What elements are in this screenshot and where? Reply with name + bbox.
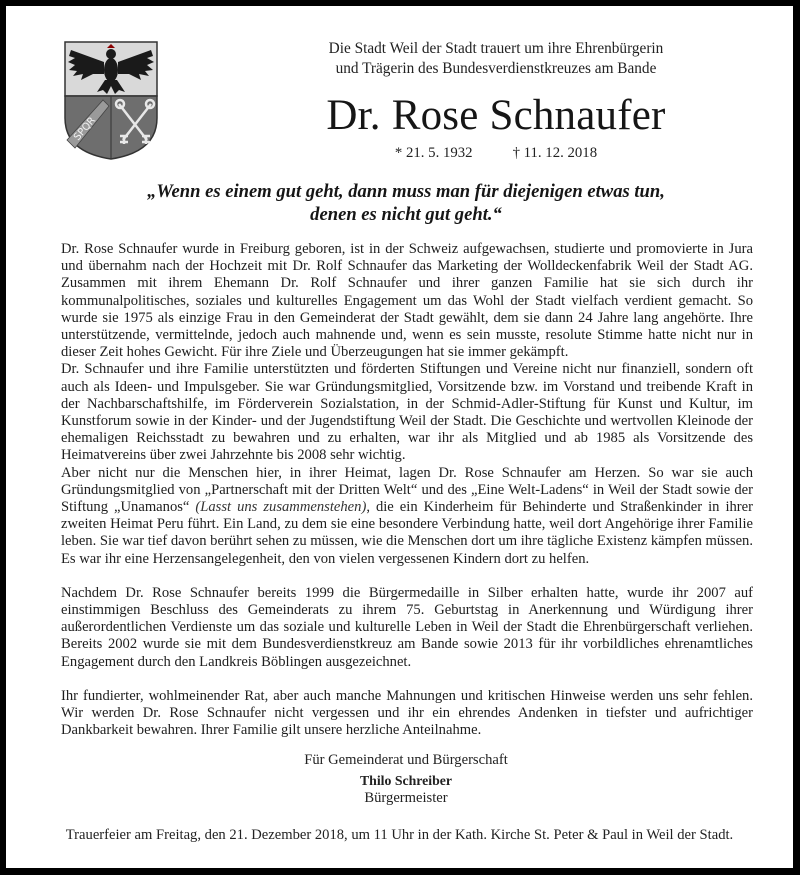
life-dates [266, 143, 726, 163]
deceased-name: Dr. Rose Schnaufer [326, 92, 666, 139]
paragraph-third-world [61, 465, 753, 568]
funeral-notice: Trauerfeier am Freitag, den 21. Dezember 2018, um 11 Uhr in der Kath. Kirche St. Peter & Paul in Weil der Stadt. [65, 827, 734, 843]
svg-text:SPQR: SPQR [71, 115, 99, 143]
intro-line-1: Die Stadt Weil der Stadt trauert um ihre Ehrenbürgerin [328, 40, 664, 57]
quote-line-1: „Wenn es einem gut geht, dann muss man für diejenigen etwas tun, [147, 181, 665, 202]
signatory-title: Bürgermeister [364, 790, 448, 806]
memorial-quote [106, 180, 706, 226]
paragraph-text: Aber nicht nur die Menschen hier, in ihrer Heimat, lagen Dr. Rose Schnaufer am Herzen. So war sie auch Gründungsmitglied von „Partnerschaft mit der Dritten Welt“ und des „Eine Welt-Ladens“ in Weil der Stadt sowie der Stiftung „Unamanos“ [61, 464, 753, 516]
obituary-body [61, 241, 753, 739]
paragraph-foundations: Dr. Schnaufer und ihre Familie unterstützten und förderten Stiftungen und Vereine nicht nur finanziell, sondern oft auch als Ideen- und Impulsgeber. Sie war Gründungsmitglied, Vorsitzende bzw. im Vorstand und treibende Kraft in der Nachbarschaftshilfe, im Förderverein Sozialstation, in der Schmid-Adler-Stiftung für Kunst und Kultur, im Kunstforum sowie in der Kinder- und der Jugendstiftung Weil der Stadt. Die Geschichte und wertvollen Kleinode der ehemaligen Reichsstadt zu bewahren und zu erhalten, war ihr als Mitglied und ab 1985 als Vorsitzende des Heimatvereins über zwei Jahrzehnte bis 2008 sehr wichtig. [61, 361, 753, 464]
signatory-name: Thilo Schreiber [359, 773, 453, 788]
quote-line-2: denen es nicht gut geht.“ [310, 204, 502, 225]
paragraph-biography: Dr. Rose Schnaufer wurde in Freiburg geboren, ist in der Schweiz aufgewachsen, studierte und promovierte in Jura und übernahm nach der Hochzeit mit Dr. Rolf Schnaufer das Marketing der Wolldeckenfabrik Weil der Stadt AG. Zusammen mit ihrem Ehemann Dr. Rolf Schnaufer und ihrer ganzen Familie hat sie sich durch ihr kommunalpolitisches, soziales und kulturelles Engagement um das Wohl der Stadt vielfach verdient gemacht. So wurde sie 1975 als einzige Frau in den Gemeinderat der Stadt gewählt, dem sie dann 24 Jahre lang angehörte. Ihre unterstützende, vermittelnde, jedoch auch mahnende und, wenn es sein musste, resolute Stimme hatte nicht nur in dieser Zeit hohes Gewicht. Für ihre Ziele und Überzeugungen hat sie immer gekämpft. [61, 241, 753, 361]
paragraph-text: , die ein Kinderheim für Behinderte und Straßenkinder in ihrer zweiten Heimat Peru führt. Ein Land, zu dem sie eine besondere Verbindung hatte, weil dort Angehörige ihrer Familie leben. Sie war tief davon berührt sehen zu müssen, wie die Menschen dort um ihre tägliche Existenz kämpfen müssen. Es war ihr eine Herzensangelegenheit, den von vielen vergessenen Kindern dort zu helfen. [61, 499, 753, 567]
coat-of-arms-icon [63, 40, 159, 160]
birth-date: * 21. 5. 1932 [394, 145, 473, 161]
paragraph-condolence: Ihr fundierter, wohlmeinender Rat, aber auch manche Mahnungen und kritischen Hinweise werden uns sehr fehlen. Wir werden Dr. Rose Schnaufer nicht vergessen und ihr ein ehrendes Andenken in tiefster und aufrichtiger Dankbarkeit bewahren. Ihrer Familie gilt unsere herzliche Anteilnahme. [61, 687, 753, 739]
announcement-intro [266, 39, 726, 79]
intro-line-2: und Trägerin des Bundesverdienstkreuzes am Bande [335, 60, 657, 77]
italic-translation: (Lasst uns zusammenstehen) [195, 499, 367, 516]
obituary-page [6, 6, 793, 868]
death-date: † 11. 12. 2018 [512, 145, 598, 161]
paragraph-honors: Nachdem Dr. Rose Schnaufer bereits 1999 die Bürgermedaille in Silber erhalten hatte, wurde ihr 2007 auf einstimmigen Beschluss des Gemeinderats zu ihrem 75. Geburtstag in Anerkennung und Würdigung ihrer außerordentlichen Verdienste um das soziale und kulturelle Leben in Weil der Stadt die Ehrenbürgerschaft verliehen. Bereits 2002 wurde sie mit dem Bundesverdienstkreuz am Bande sowie 2013 für ihr vorbildliches ehrenamtliches Engagement durch den Landkreis Böblingen ausgezeichnet. [61, 584, 753, 670]
on-behalf-of: Für Gemeinderat und Bürgerschaft [304, 752, 508, 768]
signature-block [206, 751, 606, 807]
